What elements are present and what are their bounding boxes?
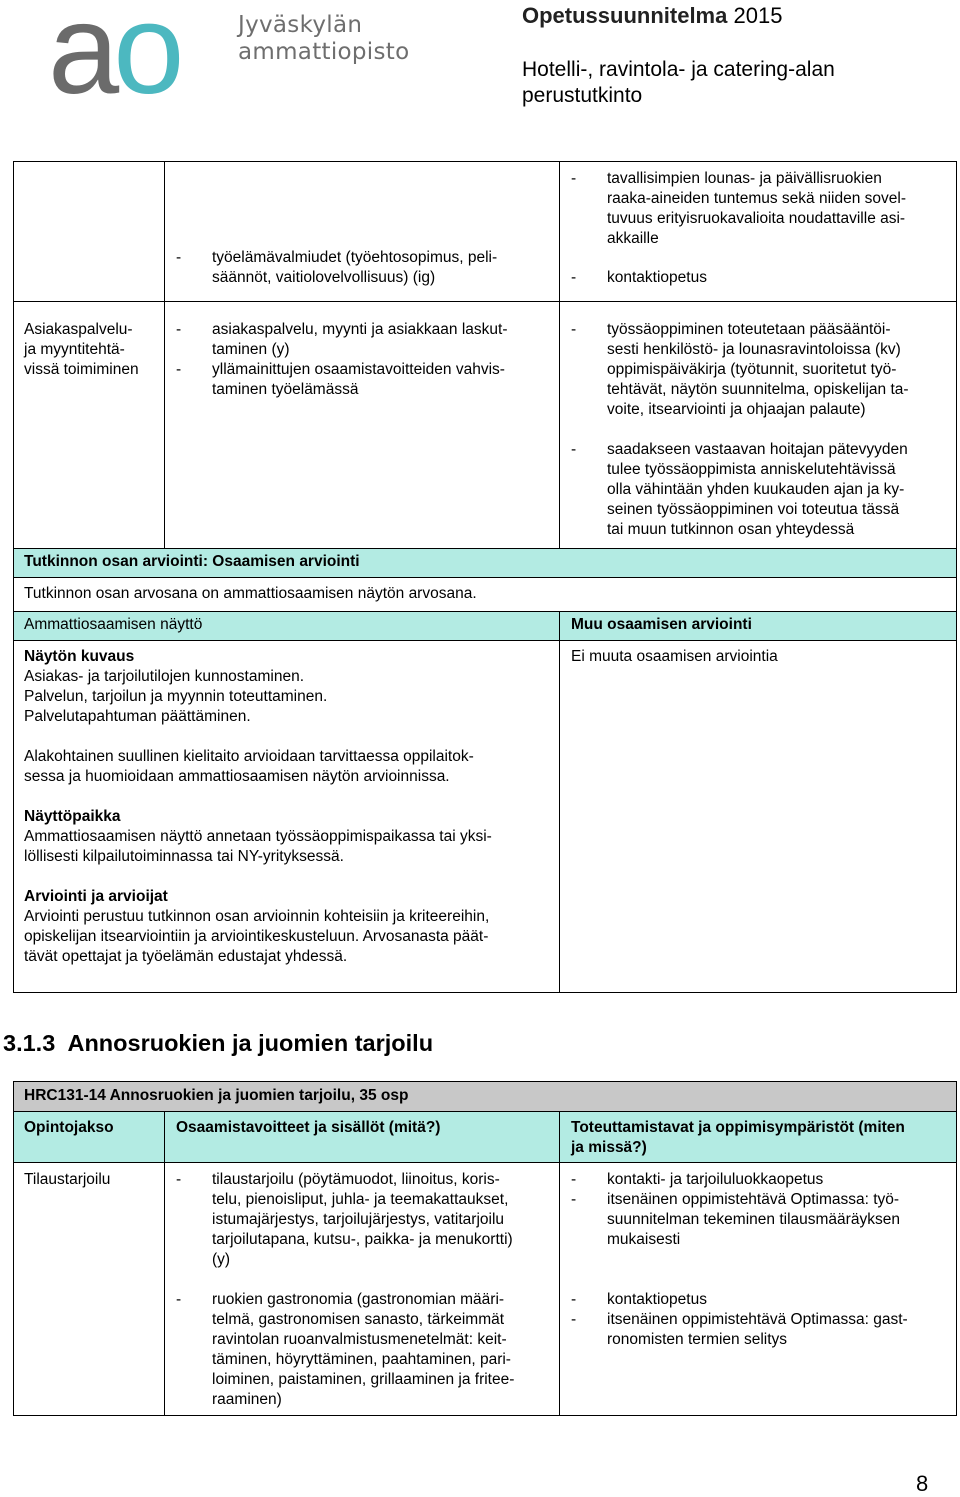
line: taminen (y): [212, 341, 290, 358]
line: säännöt, vaitiolovelvollisuus) (ig): [212, 269, 436, 286]
list-dash: -: [571, 1291, 577, 1308]
line: yllämainittujen osaamistavoitteiden vahvis-: [212, 361, 505, 378]
line: tävät opettajat ja työelämän edustajat yhdessä.: [24, 948, 348, 965]
line: työssäoppiminen toteutetaan pääsääntöi-: [607, 321, 891, 338]
line: olla vähintään yhden kuukauden ajan ja ky-: [607, 481, 905, 498]
assessors: [24, 887, 554, 967]
line: opiskelijan itsearviointiin ja arviointikeskusteluun. Arvosanasta päät-: [24, 928, 489, 945]
rule: [559, 161, 560, 549]
line: ravintolan ruoanvalmistusmenetelmät: keit-: [212, 1331, 507, 1348]
line: loiminen, paistaminen, grillaaminen ja friteе-: [212, 1371, 515, 1388]
section-number: 3.1.3: [3, 1030, 56, 1056]
line: oppimispäiväkirja (työtunnit, suoritetut työ-: [607, 361, 897, 378]
line: ja myyntitehtä-: [24, 341, 125, 358]
assessors-title: Arviointi ja arvioijat: [24, 888, 168, 905]
line: tehtävät, näytön suunnitelma, opiskelijan ta-: [607, 381, 909, 398]
line: telmä, gastronomisen sanasto, tärkeimmät: [212, 1311, 505, 1328]
rule: [13, 161, 957, 162]
rule: [13, 548, 957, 549]
demo-desc-title: Näytön kuvaus: [24, 648, 135, 665]
course-title: HRC131-14 Annosruokien ja juomien tarjoilu, 35 osp: [24, 1087, 409, 1104]
doc-title: [522, 3, 835, 29]
list-dash: -: [571, 269, 577, 286]
other-heading: Muu osaamisen arviointi: [571, 616, 752, 633]
logo-line-2: ammattiopisto: [238, 39, 410, 65]
rule: [559, 611, 560, 993]
list-dash: -: [571, 1171, 577, 1188]
list-dash: -: [571, 321, 577, 338]
line: saadakseen vastaavan hoitajan pätevyyden: [607, 441, 908, 458]
page-number: 8: [916, 1471, 929, 1496]
degree-line-2: perustutkinto: [522, 84, 643, 107]
list-dash: -: [571, 170, 577, 187]
line: istumajärjestys, tarjoilujärjestys, vatitarjoilu: [212, 1211, 505, 1228]
unit-name: [24, 320, 164, 380]
line: Ammattiosaamisen näyttö annetaan työssäoppimispaikassa tai yksi-: [24, 828, 492, 845]
doc-title-text: Opetussuunnitelma: [522, 3, 728, 28]
doc-header: [522, 3, 835, 109]
rule: [13, 1111, 957, 1112]
line: kontaktiopetus: [607, 1291, 707, 1308]
list-dash: -: [176, 249, 182, 266]
line: löllisesti kilpailutoiminnassa tai NY-yrityksessä.: [24, 848, 344, 865]
rule: [13, 992, 957, 993]
line: tulee työssäoppimista anniskelutehtävissä: [607, 461, 896, 478]
line: täminen, höyryttäminen, paahtaminen, pari-: [212, 1351, 511, 1368]
line: tavallisimpien lounas- ja päivällisruokien: [607, 170, 882, 187]
line: työelämävalmiudet (työehtosopimus, peli-: [212, 249, 498, 266]
line: taminen työelämässä: [212, 381, 359, 398]
line: itsenäinen oppimistehtävä Optimassa: työ-: [607, 1191, 900, 1208]
rule: [13, 1081, 14, 1416]
line: mukaisesti: [607, 1231, 681, 1248]
other-text: Ei muuta osaamisen arviointia: [571, 648, 778, 665]
list-dash: -: [176, 321, 182, 338]
list-dash: -: [571, 1311, 577, 1328]
list-dash: -: [571, 441, 577, 458]
list-dash: -: [176, 1171, 182, 1188]
unit-name: Tilaustarjoilu: [24, 1171, 111, 1188]
line: kontakti- ja tarjoiluluokkaopetus: [607, 1171, 824, 1188]
line: vissä toimiminen: [24, 361, 139, 378]
col-header-unit: Opintojakso: [24, 1119, 114, 1136]
line: voite, itsearviointi ja ohjaajan palaute): [607, 401, 866, 418]
rule: [13, 1081, 957, 1082]
logo-wordmark: [238, 12, 409, 66]
line: kontaktiopetus: [607, 269, 707, 286]
list-dash: -: [571, 1191, 577, 1208]
line: Arviointi perustuu tutkinnon osan arvioinnin kohteisiin ja kriteereihin,: [24, 908, 490, 925]
line: (y): [212, 1251, 231, 1268]
rule: [13, 1162, 957, 1163]
grade-text: Tutkinnon osan arvosana on ammattiosaamisen näytön arvosana.: [24, 585, 477, 602]
language-note: [24, 747, 554, 787]
line: tuvuus erityisruokavalioita noudattaville asi-: [607, 210, 906, 227]
rule: [13, 577, 957, 578]
rule: [164, 161, 165, 549]
logo-mark: [48, 0, 179, 121]
demo-place: [24, 807, 554, 867]
rule: [13, 161, 14, 993]
col-header-methods: [571, 1118, 951, 1158]
line: Asiakas- ja tarjoilutilojen kunnostaminen.: [24, 668, 305, 685]
logo-mark-a: a: [48, 0, 114, 121]
logo-line-1: Jyväskylän: [238, 12, 363, 38]
line: sesti henkilöstö- ja lounasravintoloissa (kv): [607, 341, 901, 358]
demo-description: [24, 647, 554, 727]
col-header-content: Osaamistavoitteet ja sisällöt (mitä?): [176, 1119, 441, 1136]
list-dash: -: [176, 1291, 182, 1308]
rule: [956, 1081, 957, 1416]
rule: [559, 1111, 560, 1416]
rule: [13, 640, 957, 641]
line: tarjoilutapana, kutsu-, paikka- ja menukortti): [212, 1231, 513, 1248]
assessment-heading: Tutkinnon osan arviointi: Osaamisen arviointi: [24, 553, 360, 570]
line: Asiakaspalvelu-: [24, 321, 133, 338]
line: suunnitelman tekeminen tilausmääräyksen: [607, 1211, 900, 1228]
line: raaminen): [212, 1391, 282, 1408]
line: akkaille: [607, 230, 659, 247]
line: Palvelun, tarjoilun ja myynnin toteuttaminen.: [24, 688, 328, 705]
line: ja missä?): [571, 1139, 647, 1156]
rule: [164, 1111, 165, 1416]
doc-year: 2015: [733, 3, 783, 28]
line: sessa ja huomioidaan ammattiosaamisen näytön arvioinnissa.: [24, 768, 450, 785]
list-dash: -: [176, 361, 182, 378]
line: Alakohtainen suullinen kielitaito arvioidaan tarvittaessa oppilaitok-: [24, 748, 474, 765]
line: tilaustarjoilu (pöytämuodot, liinoitus, koris-: [212, 1171, 500, 1188]
degree-line-1: Hotelli-, ravintola- ja catering-alan: [522, 58, 835, 81]
line: itsenäinen oppimistehtävä Optimassa: gast-: [607, 1311, 908, 1328]
line: raaka-aineiden tuntemus sekä niiden sovel-: [607, 190, 906, 207]
section-heading: [3, 1028, 433, 1058]
line: Palvelutapahtuman päättäminen.: [24, 708, 251, 725]
line: ronomisten termien selitys: [607, 1331, 788, 1348]
line: tai muun tutkinnon osan yhteydessä: [607, 521, 855, 538]
rule: [13, 301, 957, 302]
line: Toteuttamistavat ja oppimisympäristöt (miten: [571, 1119, 905, 1136]
place-title: Näyttöpaikka: [24, 808, 121, 825]
demo-heading: Ammattiosaamisen näyttö: [24, 616, 203, 633]
line: telu, pienoisliput, juhla- ja teemakattaukset,: [212, 1191, 509, 1208]
rule: [956, 161, 957, 993]
rule: [13, 611, 957, 612]
line: ruokien gastronomia (gastronomian määri-: [212, 1291, 505, 1308]
section-title: Annosruokien ja juomien tarjoilu: [67, 1030, 434, 1056]
logo-mark-o: o: [113, 0, 179, 121]
line: seinen työssäoppiminen voi toteutua tässä: [607, 501, 900, 518]
line: asiakaspalvelu, myynti ja asiakkaan laskut-: [212, 321, 508, 338]
rule: [13, 1415, 957, 1416]
